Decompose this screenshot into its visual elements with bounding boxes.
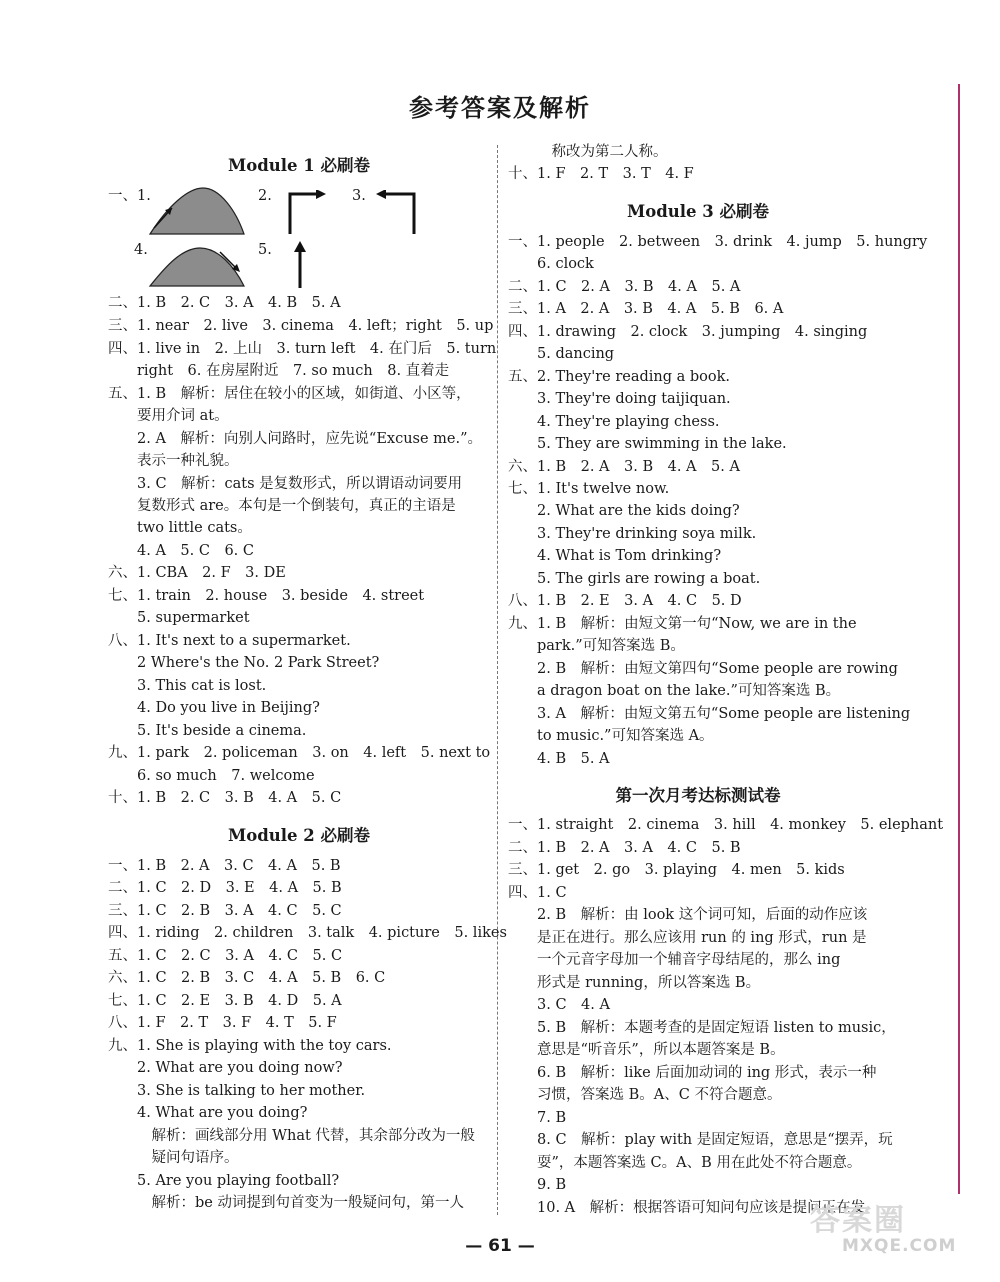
answer-line: 8. C 解析：play with 是固定短语，意思是“摆弄，玩 [508, 1132, 893, 1148]
answer-line: 三、1. A 2. A 3. B 4. A 5. B 6. A [508, 301, 784, 317]
answer-line: 10. A 解析：根据答语可知问句应该是提问正在发 [508, 1200, 866, 1216]
answer-line: 八、1. F 2. T 3. F 4. T 5. F [108, 1015, 337, 1031]
answer-line: 六、1. B 2. A 3. B 4. A 5. A [508, 459, 740, 475]
answer-line: 2. What are the kids doing? [508, 503, 740, 519]
answer-line: 3. This cat is lost. [108, 678, 267, 694]
answer-line: 2. A 解析：向别人问路时，应先说“Excuse me.”。 [108, 431, 483, 447]
answer-line: 意思是“听音乐”，所以本题答案是 B。 [508, 1042, 785, 1058]
turn-right-arrow-figure [286, 190, 328, 234]
module1-heading: Module 1 必刷卷 [227, 156, 371, 175]
answer-line: 七、1. It's twelve now. [508, 481, 670, 497]
answer-line: 十、1. F 2. T 3. T 4. F [508, 166, 694, 182]
answer-line: 9. B [508, 1177, 567, 1193]
answer-line: a dragon boat on the lake.”可知答案选 B。 [508, 683, 841, 699]
answer-line: 2 Where's the No. 2 Park Street? [108, 655, 380, 671]
watermark-logo: 答案圈 [810, 1203, 906, 1238]
answer-line: 二、1. B 2. A 3. A 4. C 5. B [508, 840, 741, 856]
answer-line: 是正在进行。那么应该用 run 的 ing 形式，run 是 [508, 930, 867, 946]
go-straight-arrow-figure [292, 240, 308, 288]
answer-line: 2. What are you doing now? [108, 1060, 343, 1076]
answer-line: 五、2. They're reading a book. [508, 369, 731, 385]
fig-label-5: 5. [258, 242, 272, 258]
answer-line: 6. B 解析：like 后面加动词的 ing 形式，表示一种 [508, 1065, 877, 1081]
fig-label-1: 一、1. [108, 188, 151, 204]
answer-line: 要用介词 at。 [108, 408, 229, 424]
answer-line: 三、1. get 2. go 3. playing 4. men 5. kids [508, 862, 845, 878]
hill-down-arrow-figure [148, 238, 246, 288]
module2-heading: Module 2 必刷卷 [227, 826, 371, 845]
answer-line: 2. B 解析：由 look 这个词可知，后面的动作应该 [508, 907, 868, 923]
answer-line: 6. clock [508, 256, 594, 272]
answer-line: 5. supermarket [108, 610, 250, 626]
answer-line: 八、1. B 2. E 3. A 4. C 5. D [508, 593, 742, 609]
answer-line: 形式是 running，所以答案选 B。 [508, 975, 761, 991]
answer-line: 一、1. people 2. between 3. drink 4. jump 5. hungry [508, 234, 928, 250]
answer-line: 7. B [508, 1110, 567, 1126]
fig-label-4: 4. [134, 242, 148, 258]
page-title: 参考答案及解析 [409, 94, 591, 122]
answer-line: 四、1. C [508, 885, 567, 901]
answer-line: 三、1. C 2. B 3. A 4. C 5. C [108, 903, 342, 919]
answer-line: 耍”，本题答案选 C。A、B 用在此处不符合题意。 [508, 1155, 862, 1171]
answer-line: 4. Do you live in Beijing? [108, 700, 320, 716]
answer-line: 解析：画线部分用 What 代替，其余部分改为一般 [108, 1128, 475, 1144]
monthly-test-heading: 第一次月考达标测试卷 [615, 786, 781, 805]
answer-line: 3. She is talking to her mother. [108, 1083, 366, 1099]
answer-line: 6. so much 7. welcome [108, 768, 315, 784]
answer-line: 二、1. C 2. D 3. E 4. A 5. B [108, 880, 342, 896]
answer-line: 5. They are swimming in the lake. [508, 436, 787, 452]
answer-line: 一个元音字母加一个辅音字母结尾的，那么 ing [508, 952, 841, 968]
answer-line: 3. C 解析：cats 是复数形式，所以谓语动词要用 [108, 476, 463, 492]
answer-line: 5. The girls are rowing a boat. [508, 571, 761, 587]
answer-line: right 6. 在房屋附近 7. so much 8. 直着走 [108, 363, 450, 379]
fig-label-3: 3. [352, 188, 366, 204]
answer-line: 表示一种礼貌。 [108, 453, 239, 469]
answer-line: 五、1. B 解析：居住在较小的区域，如街道、小区等， [108, 386, 471, 402]
watermark-url: MXQE.COM [842, 1236, 957, 1256]
answer-line: 复数形式 are。本句是一个倒装句，真正的主语是 [108, 498, 456, 514]
answer-line: 七、1. C 2. E 3. B 4. D 5. A [108, 993, 342, 1009]
answer-line: 5. dancing [508, 346, 615, 362]
page-number: — 61 — [465, 1236, 535, 1256]
answer-line: 3. They're doing taijiquan. [508, 391, 731, 407]
hill-up-arrow-figure [148, 186, 246, 236]
answer-line: 六、1. CBA 2. F 3. DE [108, 565, 286, 581]
module3-heading: Module 3 必刷卷 [626, 202, 770, 221]
answer-line: 疑问句语序。 [108, 1150, 239, 1166]
answer-line: 4. B 5. A [508, 751, 610, 767]
answer-line: 3. C 4. A [508, 997, 610, 1013]
answer-line: 八、1. It's next to a supermarket. [108, 633, 351, 649]
answer-line: 3. A 解析：由短文第五句“Some people are listening [508, 706, 911, 722]
answer-line: 七、1. train 2. house 3. beside 4. street [108, 588, 425, 604]
answer-line: 4. What are you doing? [108, 1105, 308, 1121]
turn-left-arrow-figure [370, 190, 418, 234]
answer-line: 2. B 解析：由短文第四句“Some people are rowing [508, 661, 898, 677]
answer-line: 3. They're drinking soya milk. [508, 526, 757, 542]
answer-line: 习惯，答案选 B。A、C 不符合题意。 [508, 1087, 782, 1103]
answer-line: 三、1. near 2. live 3. cinema 4. left；right 5. up [108, 318, 494, 334]
answer-line: 4. They're playing chess. [508, 414, 720, 430]
answer-line: to music.”可知答案选 A。 [508, 728, 714, 744]
answer-line: 四、1. drawing 2. clock 3. jumping 4. singing [508, 324, 868, 340]
right-edge-line [958, 84, 960, 1194]
answer-line: 十、1. B 2. C 3. B 4. A 5. C [108, 790, 342, 806]
answer-line: two little cats。 [108, 520, 252, 536]
answer-line: 一、1. straight 2. cinema 3. hill 4. monkey 5. elephant [508, 817, 944, 833]
answer-line: 一、1. B 2. A 3. C 4. A 5. B [108, 858, 341, 874]
answer-line: 四、1. riding 2. children 3. talk 4. picture 5. likes [108, 925, 507, 941]
answer-line: 5. Are you playing football? [108, 1173, 340, 1189]
answer-line: 九、1. park 2. policeman 3. on 4. left 5. next to [108, 745, 491, 761]
answer-line: 四、1. live in 2. 上山 3. turn left 4. 在门后 5. turn [108, 341, 497, 357]
answer-line: 4. What is Tom drinking? [508, 548, 722, 564]
answer-line: 解析：be 动词提到句首变为一般疑问句，第一人 [108, 1195, 464, 1211]
column-divider [497, 145, 498, 1215]
answer-line: 九、1. B 解析：由短文第一句“Now, we are in the [508, 616, 857, 632]
fig-label-2: 2. [258, 188, 272, 204]
answer-line: 5. B 解析：本题考查的是固定短语 listen to music， [508, 1020, 896, 1036]
answer-line: park.”可知答案选 B。 [508, 638, 685, 654]
answer-line: 五、1. C 2. C 3. A 4. C 5. C [108, 948, 343, 964]
answer-line: 六、1. C 2. B 3. C 4. A 5. B 6. C [108, 970, 386, 986]
answer-line: 5. It's beside a cinema. [108, 723, 307, 739]
answer-line: 4. A 5. C 6. C [108, 543, 254, 559]
answer-line: 二、1. B 2. C 3. A 4. B 5. A [108, 295, 341, 311]
answer-line: 九、1. She is playing with the toy cars. [108, 1038, 392, 1054]
answer-line: 称改为第二人称。 [508, 144, 668, 160]
answer-line: 二、1. C 2. A 3. B 4. A 5. A [508, 279, 741, 295]
